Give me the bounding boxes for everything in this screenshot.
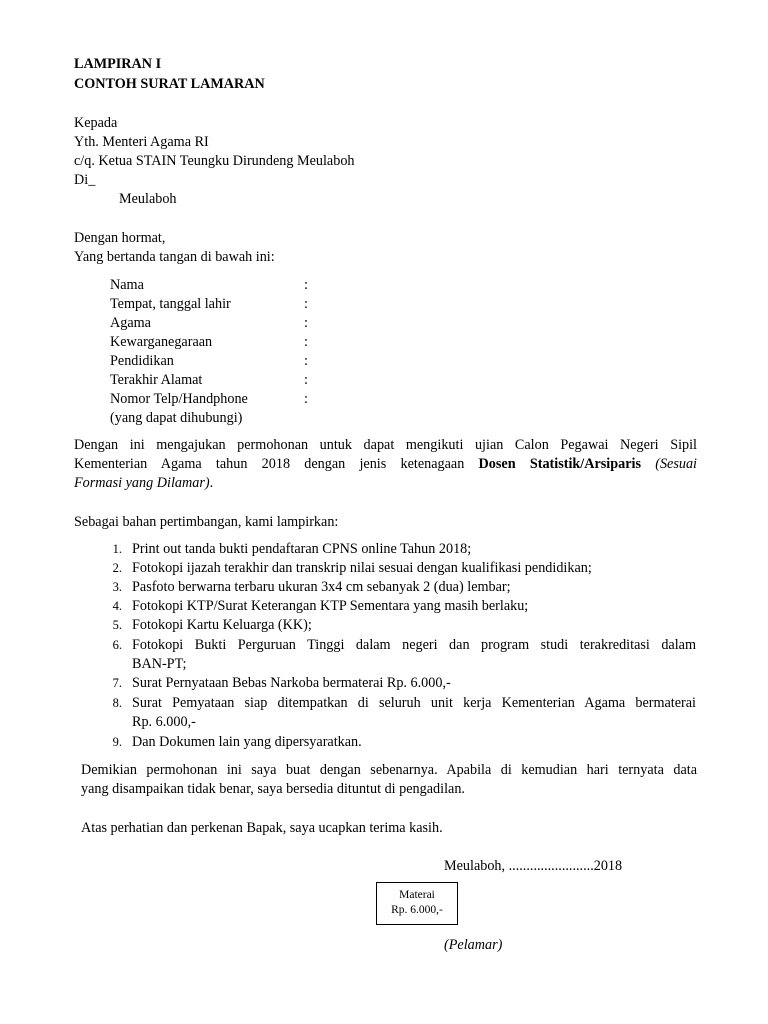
list-item: Fotokopi Kartu Keluarga (KK); <box>132 617 312 633</box>
stamp-amount: Rp. 6.000,- <box>391 904 443 916</box>
attachment-label: LAMPIRAN I <box>74 56 162 72</box>
document-title: CONTOH SURAT LAMARAN <box>74 76 265 92</box>
form-label-alamat: Terakhir Alamat <box>110 372 203 388</box>
list-item-number: 3. <box>112 580 122 594</box>
recipient-yth: Yth. Menteri Agama RI <box>74 134 209 150</box>
list-item: Surat Pernyataan Bebas Narkoba bermaterai Rp. 6.000,- <box>132 675 451 691</box>
list-item: Pasfoto berwarna terbaru ukuran 3x4 cm sebanyak 2 (dua) lembar; <box>132 579 511 595</box>
list-item-number: 4. <box>112 599 122 613</box>
application-text: Kementerian Agama tahun 2018 dengan jenis ketenagaan <box>74 456 479 472</box>
recipient-cq: c/q. Ketua STAIN Teungku Dirundeng Meulaboh <box>74 153 355 169</box>
form-label-pendidikan: Pendidikan <box>110 353 174 369</box>
signer-label: (Pelamar) <box>444 937 503 953</box>
list-item: Surat Pemyataan siap ditempatkan di seluruh unit kerja Kementerian Agama bermaterai <box>132 695 696 711</box>
form-colon: : <box>304 353 308 369</box>
list-item-cont: Rp. 6.000,- <box>132 714 196 730</box>
greeting-intro: Yang bertanda tangan di bawah ini: <box>74 249 275 265</box>
list-item: Fotokopi ijazah terakhir dan transkrip nilai sesuai dengan kualifikasi pendidikan; <box>132 560 592 576</box>
form-label-ttl: Tempat, tanggal lahir <box>110 296 231 312</box>
list-item: Fotokopi KTP/Surat Keterangan KTP Sementara yang masih berlaku; <box>132 598 529 614</box>
list-item: Dan Dokumen lain yang dipersyaratkan. <box>132 734 362 750</box>
closing-line-2: yang disampaikan tidak benar, saya bersedia dituntut di pengadilan. <box>81 781 465 797</box>
list-item: Fotokopi Bukti Perguruan Tinggi dalam negeri dan program studi terakreditasi dalam <box>132 637 696 653</box>
form-colon: : <box>304 296 308 312</box>
formation-note-cont: Formasi yang Dilamar) <box>74 475 210 491</box>
greeting-hormat: Dengan hormat, <box>74 230 166 246</box>
recipient-kepada: Kepada <box>74 115 118 131</box>
application-line-1: Dengan ini mengajukan permohonan untuk dapat mengikuti ujian Calon Pegawai Negeri Sipil <box>74 437 697 453</box>
list-item-number: 7. <box>112 676 122 690</box>
form-colon: : <box>304 277 308 293</box>
stamp-duty-box <box>376 882 458 925</box>
form-label-nama: Nama <box>110 277 144 293</box>
form-colon: : <box>304 391 308 407</box>
list-item-cont: BAN-PT; <box>132 656 187 672</box>
position-name: Dosen Statistik/Arsiparis <box>478 456 641 472</box>
closing-thanks: Atas perhatian dan perkenan Bapak, saya ucapkan terima kasih. <box>81 820 443 836</box>
form-colon: : <box>304 315 308 331</box>
application-line-2 <box>74 455 697 474</box>
form-label-contact-note: (yang dapat dihubungi) <box>110 410 243 426</box>
form-label-telp: Nomor Telp/Handphone <box>110 391 248 407</box>
list-item-number: 1. <box>112 542 122 556</box>
form-colon: : <box>304 372 308 388</box>
closing-line-1: Demikian permohonan ini saya buat dengan sebenarnya. Apabila di kemudian hari ternyata data <box>81 762 697 778</box>
list-item-number: 8. <box>112 696 122 710</box>
stamp-label: Materai <box>399 889 435 901</box>
attachments-intro: Sebagai bahan pertimbangan, kami lampirkan: <box>74 514 339 530</box>
form-label-agama: Agama <box>110 315 151 331</box>
form-colon: : <box>304 334 308 350</box>
form-label-kewarganegaraan: Kewarganegaraan <box>110 334 213 350</box>
list-item-number: 2. <box>112 561 122 575</box>
recipient-di: Di_ <box>74 172 96 188</box>
period: . <box>209 475 214 491</box>
list-item: Print out tanda bukti pendaftaran CPNS online Tahun 2018; <box>132 541 472 557</box>
recipient-city: Meulaboh <box>119 191 177 207</box>
list-item-number: 9. <box>112 735 122 749</box>
application-line-3 <box>74 474 213 493</box>
formation-note: (Sesuai <box>640 456 697 472</box>
list-item-number: 6. <box>112 638 122 652</box>
place-date: Meulaboh, ........................2018 <box>444 858 623 874</box>
list-item-number: 5. <box>112 618 122 632</box>
